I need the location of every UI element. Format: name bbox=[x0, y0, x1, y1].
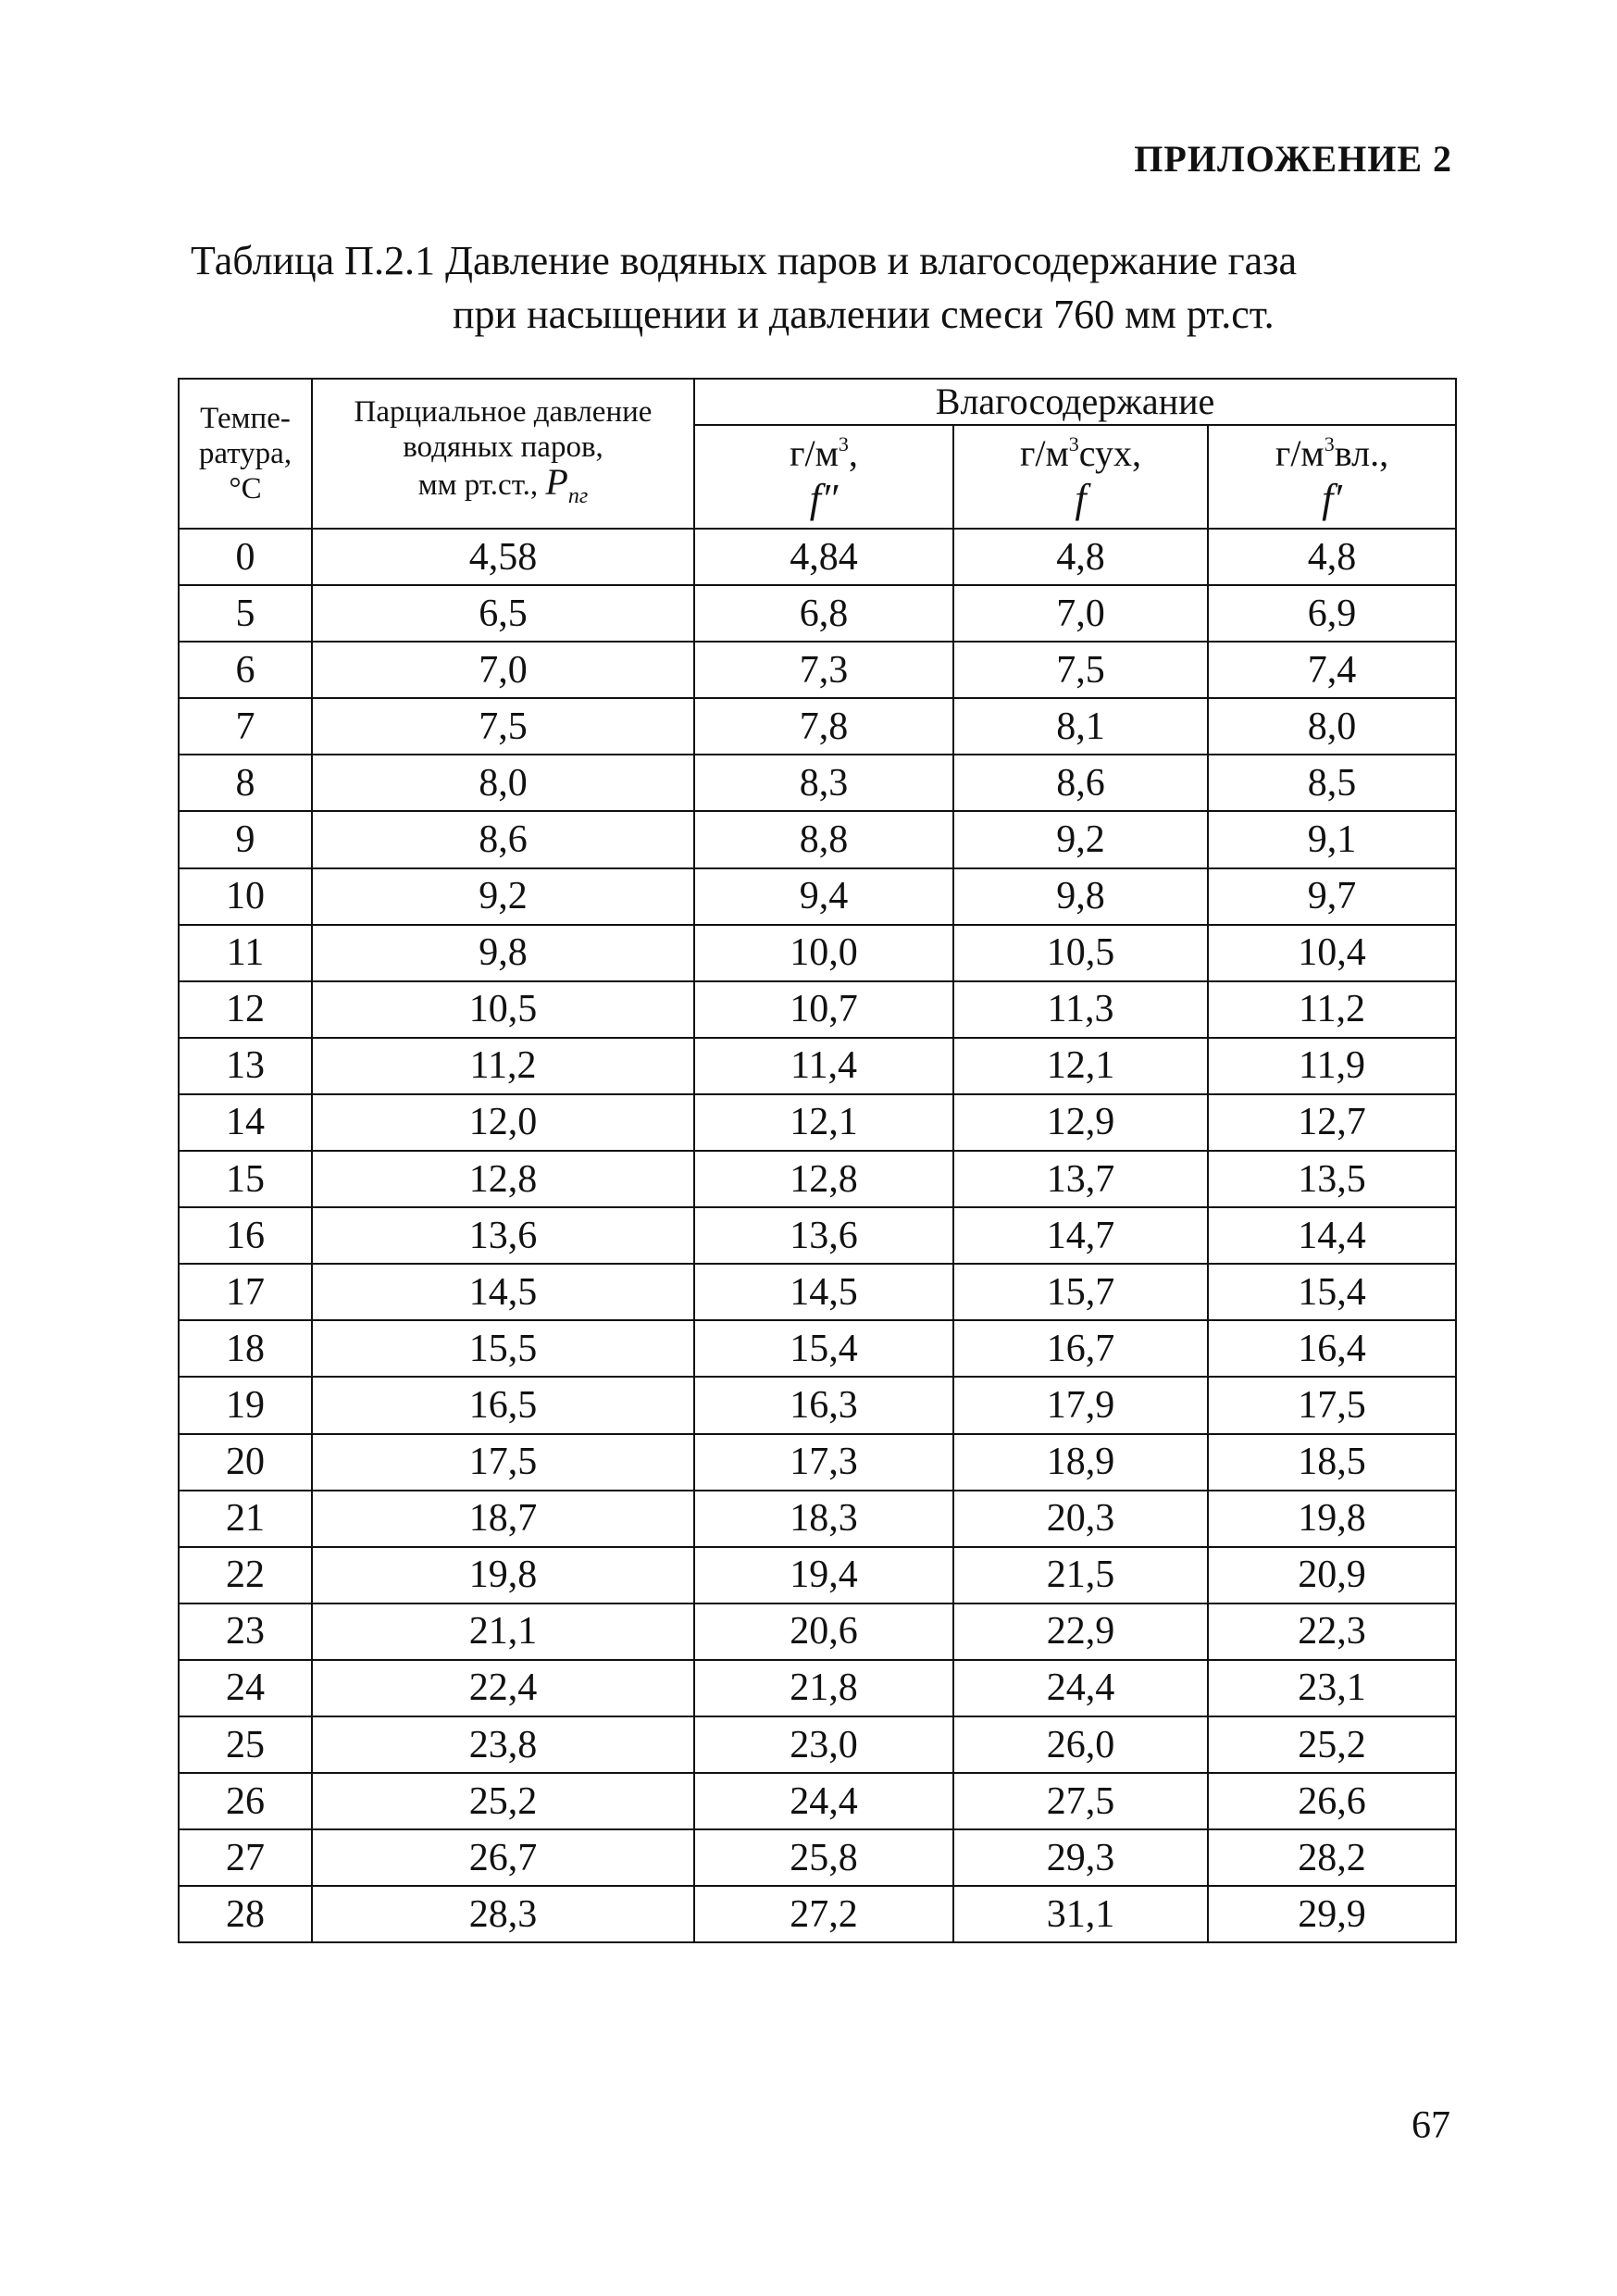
cell-moisture-f2: 12,1 bbox=[694, 1094, 953, 1151]
cell-partial-pressure: 28,3 bbox=[312, 1886, 694, 1942]
cell-moisture-f2: 12,8 bbox=[694, 1151, 953, 1207]
cell-moisture-dry: 18,9 bbox=[953, 1434, 1208, 1491]
cell-temperature: 28 bbox=[179, 1886, 312, 1942]
cell-moisture-f2: 8,8 bbox=[694, 811, 953, 867]
cell-moisture-wet: 9,1 bbox=[1208, 811, 1456, 867]
cell-temperature: 7 bbox=[179, 698, 312, 755]
cell-temperature: 23 bbox=[179, 1603, 312, 1660]
cell-partial-pressure: 19,8 bbox=[312, 1547, 694, 1603]
cell-moisture-f2: 19,4 bbox=[694, 1547, 953, 1603]
table-row bbox=[179, 1603, 1456, 1660]
cell-moisture-wet: 9,7 bbox=[1208, 868, 1456, 925]
cell-temperature: 0 bbox=[179, 529, 312, 585]
cell-moisture-wet: 11,2 bbox=[1208, 981, 1456, 1038]
cell-moisture-dry: 26,0 bbox=[953, 1716, 1208, 1773]
header-moisture-dry: $г/м^3сух$, f bbox=[953, 425, 1208, 529]
header-partial-pressure: Парциальное давление водяных паров, мм рт.ст., $Р_{пг}$ bbox=[312, 379, 694, 529]
cell-temperature: 11 bbox=[179, 925, 312, 981]
table-row bbox=[179, 1829, 1456, 1886]
cell-moisture-wet: 10,4 bbox=[1208, 925, 1456, 981]
cell-temperature: 13 bbox=[179, 1038, 312, 1094]
cell-moisture-dry: 27,5 bbox=[953, 1773, 1208, 1829]
table-row bbox=[179, 529, 1456, 585]
cell-moisture-f2: 27,2 bbox=[694, 1886, 953, 1942]
cell-temperature: 25 bbox=[179, 1716, 312, 1773]
cell-moisture-wet: 28,2 bbox=[1208, 1829, 1456, 1886]
cell-temperature: 20 bbox=[179, 1434, 312, 1491]
cell-moisture-f2: 10,7 bbox=[694, 981, 953, 1038]
caption-line-1: Таблица П.2.1 Давление водяных паров и влагосодержание газа bbox=[191, 238, 1298, 283]
cell-temperature: 26 bbox=[179, 1773, 312, 1829]
cell-temperature: 16 bbox=[179, 1207, 312, 1264]
cell-moisture-dry: 22,9 bbox=[953, 1603, 1208, 1660]
cell-moisture-f2: 20,6 bbox=[694, 1603, 953, 1660]
cell-moisture-wet: 4,8 bbox=[1208, 529, 1456, 585]
cell-partial-pressure: 15,5 bbox=[312, 1320, 694, 1377]
pressure-symbol: $Р_{пг}$ bbox=[545, 460, 589, 508]
cell-moisture-f2: 11,4 bbox=[694, 1038, 953, 1094]
cell-moisture-dry: 7,0 bbox=[953, 585, 1208, 642]
header-moisture-wet: $г/м^3вл$., f′ bbox=[1208, 425, 1456, 529]
cell-moisture-wet: 26,6 bbox=[1208, 1773, 1456, 1829]
cell-partial-pressure: 12,8 bbox=[312, 1151, 694, 1207]
cell-moisture-f2: 6,8 bbox=[694, 585, 953, 642]
table-row bbox=[179, 1716, 1456, 1773]
cell-moisture-f2: 7,3 bbox=[694, 642, 953, 698]
cell-moisture-dry: 8,6 bbox=[953, 755, 1208, 811]
cell-partial-pressure: 23,8 bbox=[312, 1716, 694, 1773]
table-row bbox=[179, 1886, 1456, 1942]
cell-temperature: 12 bbox=[179, 981, 312, 1038]
header-moisture-content: Влагосодержание bbox=[694, 379, 1456, 425]
cell-moisture-dry: 8,1 bbox=[953, 698, 1208, 755]
cell-partial-pressure: 10,5 bbox=[312, 981, 694, 1038]
table-row bbox=[179, 1320, 1456, 1377]
cell-partial-pressure: 7,0 bbox=[312, 642, 694, 698]
cell-temperature: 17 bbox=[179, 1264, 312, 1320]
cell-moisture-wet: 11,9 bbox=[1208, 1038, 1456, 1094]
cell-partial-pressure: 21,1 bbox=[312, 1603, 694, 1660]
cell-temperature: 22 bbox=[179, 1547, 312, 1603]
cell-temperature: 15 bbox=[179, 1151, 312, 1207]
cell-moisture-dry: 4,8 bbox=[953, 529, 1208, 585]
cell-partial-pressure: 6,5 bbox=[312, 585, 694, 642]
cell-moisture-wet: 8,0 bbox=[1208, 698, 1456, 755]
cell-temperature: 24 bbox=[179, 1660, 312, 1716]
cell-moisture-f2: 4,84 bbox=[694, 529, 953, 585]
cell-moisture-dry: 9,8 bbox=[953, 868, 1208, 925]
cell-moisture-dry: 29,3 bbox=[953, 1829, 1208, 1886]
cell-partial-pressure: 4,58 bbox=[312, 529, 694, 585]
table-caption bbox=[191, 234, 1297, 342]
table-row bbox=[179, 981, 1456, 1038]
table-row bbox=[179, 1377, 1456, 1433]
cell-moisture-wet: 13,5 bbox=[1208, 1151, 1456, 1207]
cell-partial-pressure: 8,6 bbox=[312, 811, 694, 867]
cell-partial-pressure: 13,6 bbox=[312, 1207, 694, 1264]
cell-temperature: 8 bbox=[179, 755, 312, 811]
cell-moisture-f2: 25,8 bbox=[694, 1829, 953, 1886]
table-row bbox=[179, 868, 1456, 925]
cell-temperature: 5 bbox=[179, 585, 312, 642]
table-row bbox=[179, 1207, 1456, 1264]
cell-temperature: 21 bbox=[179, 1491, 312, 1547]
cell-moisture-f2: 14,5 bbox=[694, 1264, 953, 1320]
cell-moisture-wet: 17,5 bbox=[1208, 1377, 1456, 1433]
cell-moisture-f2: 16,3 bbox=[694, 1377, 953, 1433]
table-row bbox=[179, 1038, 1456, 1094]
cell-moisture-dry: 20,3 bbox=[953, 1491, 1208, 1547]
cell-moisture-dry: 9,2 bbox=[953, 811, 1208, 867]
cell-partial-pressure: 8,0 bbox=[312, 755, 694, 811]
cell-moisture-f2: 23,0 bbox=[694, 1716, 953, 1773]
cell-moisture-wet: 6,9 bbox=[1208, 585, 1456, 642]
cell-temperature: 27 bbox=[179, 1829, 312, 1886]
cell-moisture-wet: 29,9 bbox=[1208, 1886, 1456, 1942]
cell-moisture-f2: 24,4 bbox=[694, 1773, 953, 1829]
cell-moisture-dry: 12,9 bbox=[953, 1094, 1208, 1151]
cell-temperature: 14 bbox=[179, 1094, 312, 1151]
table-body bbox=[179, 529, 1456, 1942]
cell-moisture-dry: 21,5 bbox=[953, 1547, 1208, 1603]
cell-moisture-f2: 10,0 bbox=[694, 925, 953, 981]
cell-moisture-dry: 12,1 bbox=[953, 1038, 1208, 1094]
cell-partial-pressure: 16,5 bbox=[312, 1377, 694, 1433]
cell-partial-pressure: 12,0 bbox=[312, 1094, 694, 1151]
cell-moisture-wet: 12,7 bbox=[1208, 1094, 1456, 1151]
cell-moisture-wet: 20,9 bbox=[1208, 1547, 1456, 1603]
cell-moisture-dry: 14,7 bbox=[953, 1207, 1208, 1264]
table-row bbox=[179, 811, 1456, 867]
caption-line-2: при насыщении и давлении смеси 760 мм рт.ст. bbox=[453, 292, 1275, 337]
cell-moisture-f2: 15,4 bbox=[694, 1320, 953, 1377]
cell-moisture-dry: 17,9 bbox=[953, 1377, 1208, 1433]
cell-moisture-f2: 7,8 bbox=[694, 698, 953, 755]
cell-partial-pressure: 11,2 bbox=[312, 1038, 694, 1094]
cell-moisture-wet: 15,4 bbox=[1208, 1264, 1456, 1320]
cell-moisture-wet: 19,8 bbox=[1208, 1491, 1456, 1547]
cell-partial-pressure: 17,5 bbox=[312, 1434, 694, 1491]
table-row bbox=[179, 698, 1456, 755]
cell-moisture-f2: 8,3 bbox=[694, 755, 953, 811]
cell-moisture-dry: 24,4 bbox=[953, 1660, 1208, 1716]
cell-moisture-wet: 7,4 bbox=[1208, 642, 1456, 698]
table-row bbox=[179, 925, 1456, 981]
cell-moisture-wet: 22,3 bbox=[1208, 1603, 1456, 1660]
cell-moisture-f2: 9,4 bbox=[694, 868, 953, 925]
table-row bbox=[179, 1660, 1456, 1716]
cell-moisture-dry: 10,5 bbox=[953, 925, 1208, 981]
cell-partial-pressure: 7,5 bbox=[312, 698, 694, 755]
water-vapor-table bbox=[178, 378, 1457, 1943]
cell-partial-pressure: 25,2 bbox=[312, 1773, 694, 1829]
table-row bbox=[179, 1264, 1456, 1320]
table-row bbox=[179, 755, 1456, 811]
cell-moisture-f2: 17,3 bbox=[694, 1434, 953, 1491]
cell-partial-pressure: 26,7 bbox=[312, 1829, 694, 1886]
cell-moisture-f2: 21,8 bbox=[694, 1660, 953, 1716]
cell-temperature: 18 bbox=[179, 1320, 312, 1377]
table-row bbox=[179, 642, 1456, 698]
table-row bbox=[179, 1773, 1456, 1829]
cell-moisture-dry: 11,3 bbox=[953, 981, 1208, 1038]
table-row bbox=[179, 585, 1456, 642]
cell-temperature: 10 bbox=[179, 868, 312, 925]
header-temperature: Темпе- ратура, °С bbox=[179, 379, 312, 529]
cell-moisture-wet: 18,5 bbox=[1208, 1434, 1456, 1491]
cell-moisture-dry: 7,5 bbox=[953, 642, 1208, 698]
table-row bbox=[179, 1491, 1456, 1547]
cell-moisture-dry: 15,7 bbox=[953, 1264, 1208, 1320]
table-row bbox=[179, 1434, 1456, 1491]
cell-partial-pressure: 9,2 bbox=[312, 868, 694, 925]
cell-temperature: 19 bbox=[179, 1377, 312, 1433]
appendix-title: ПРИЛОЖЕНИЕ 2 bbox=[1134, 138, 1452, 180]
table-row bbox=[179, 1547, 1456, 1603]
table-row bbox=[179, 1151, 1456, 1207]
cell-moisture-dry: 31,1 bbox=[953, 1886, 1208, 1942]
cell-moisture-dry: 16,7 bbox=[953, 1320, 1208, 1377]
cell-partial-pressure: 22,4 bbox=[312, 1660, 694, 1716]
table-row bbox=[179, 1094, 1456, 1151]
cell-partial-pressure: 9,8 bbox=[312, 925, 694, 981]
header-moisture-f2: $г/м^3$, f″ bbox=[694, 425, 953, 529]
cell-partial-pressure: 18,7 bbox=[312, 1491, 694, 1547]
cell-moisture-f2: 13,6 bbox=[694, 1207, 953, 1264]
cell-moisture-f2: 18,3 bbox=[694, 1491, 953, 1547]
cell-moisture-wet: 14,4 bbox=[1208, 1207, 1456, 1264]
cell-moisture-dry: 13,7 bbox=[953, 1151, 1208, 1207]
cell-moisture-wet: 25,2 bbox=[1208, 1716, 1456, 1773]
cell-moisture-wet: 16,4 bbox=[1208, 1320, 1456, 1377]
cell-temperature: 9 bbox=[179, 811, 312, 867]
cell-temperature: 6 bbox=[179, 642, 312, 698]
cell-moisture-wet: 8,5 bbox=[1208, 755, 1456, 811]
cell-partial-pressure: 14,5 bbox=[312, 1264, 694, 1320]
page-number: 67 bbox=[1412, 2104, 1450, 2147]
cell-moisture-wet: 23,1 bbox=[1208, 1660, 1456, 1716]
